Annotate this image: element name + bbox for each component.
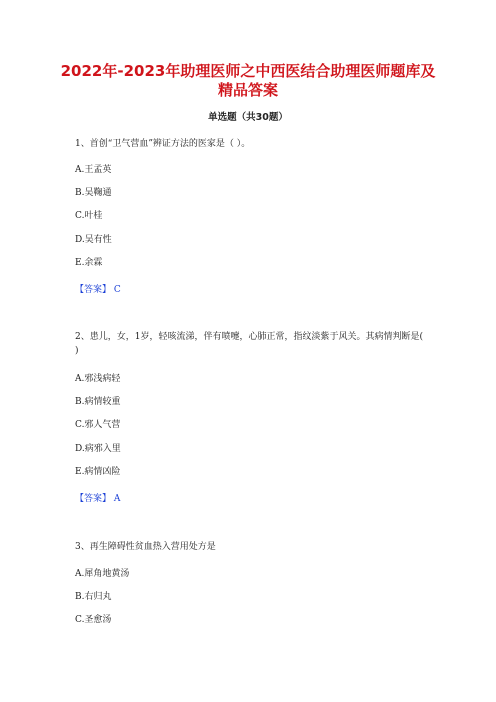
question-2-option-b: B.病情较重 xyxy=(75,397,121,407)
question-1-option-b: B.吴鞠通 xyxy=(75,188,112,198)
question-2-answer: 【答案】 A xyxy=(75,494,121,504)
question-2-option-e: E.病情凶险 xyxy=(75,467,121,477)
question-2-option-d: D.病邪入里 xyxy=(75,444,121,454)
question-1-option-c: C.叶桂 xyxy=(75,211,103,221)
question-1-option-a: A.王孟英 xyxy=(75,165,112,175)
question-3-text: 3、再生障碍性贫血热入营用处方是 xyxy=(75,542,216,552)
question-2-text: 2、患儿，女，1岁，轻咳流涕，伴有喷嚏，心肺正常，指纹淡紫于风关。其病情判断是( ) xyxy=(75,332,423,356)
question-1-answer: 【答案】 C xyxy=(75,285,121,295)
section-heading: 单选题（共30题） xyxy=(208,112,288,123)
question-2-option-c: C.邪人气营 xyxy=(75,420,121,430)
question-1-text: 1、首创“卫气营血”辨证方法的医家是（ ）。 xyxy=(75,139,251,149)
question-3-option-a: A.犀角地黄汤 xyxy=(75,569,130,579)
question-1-option-d: D.吴有性 xyxy=(75,235,112,245)
question-3-option-b: B.右归丸 xyxy=(75,592,112,602)
question-2-option-a: A.邪浅病轻 xyxy=(75,374,121,384)
document-title: 2022年-2023年助理医师之中西医结合助理医师题库及精品答案 xyxy=(60,62,436,99)
question-1-option-e: E.余霖 xyxy=(75,258,103,268)
question-3-option-c: C.圣愈汤 xyxy=(75,615,112,625)
